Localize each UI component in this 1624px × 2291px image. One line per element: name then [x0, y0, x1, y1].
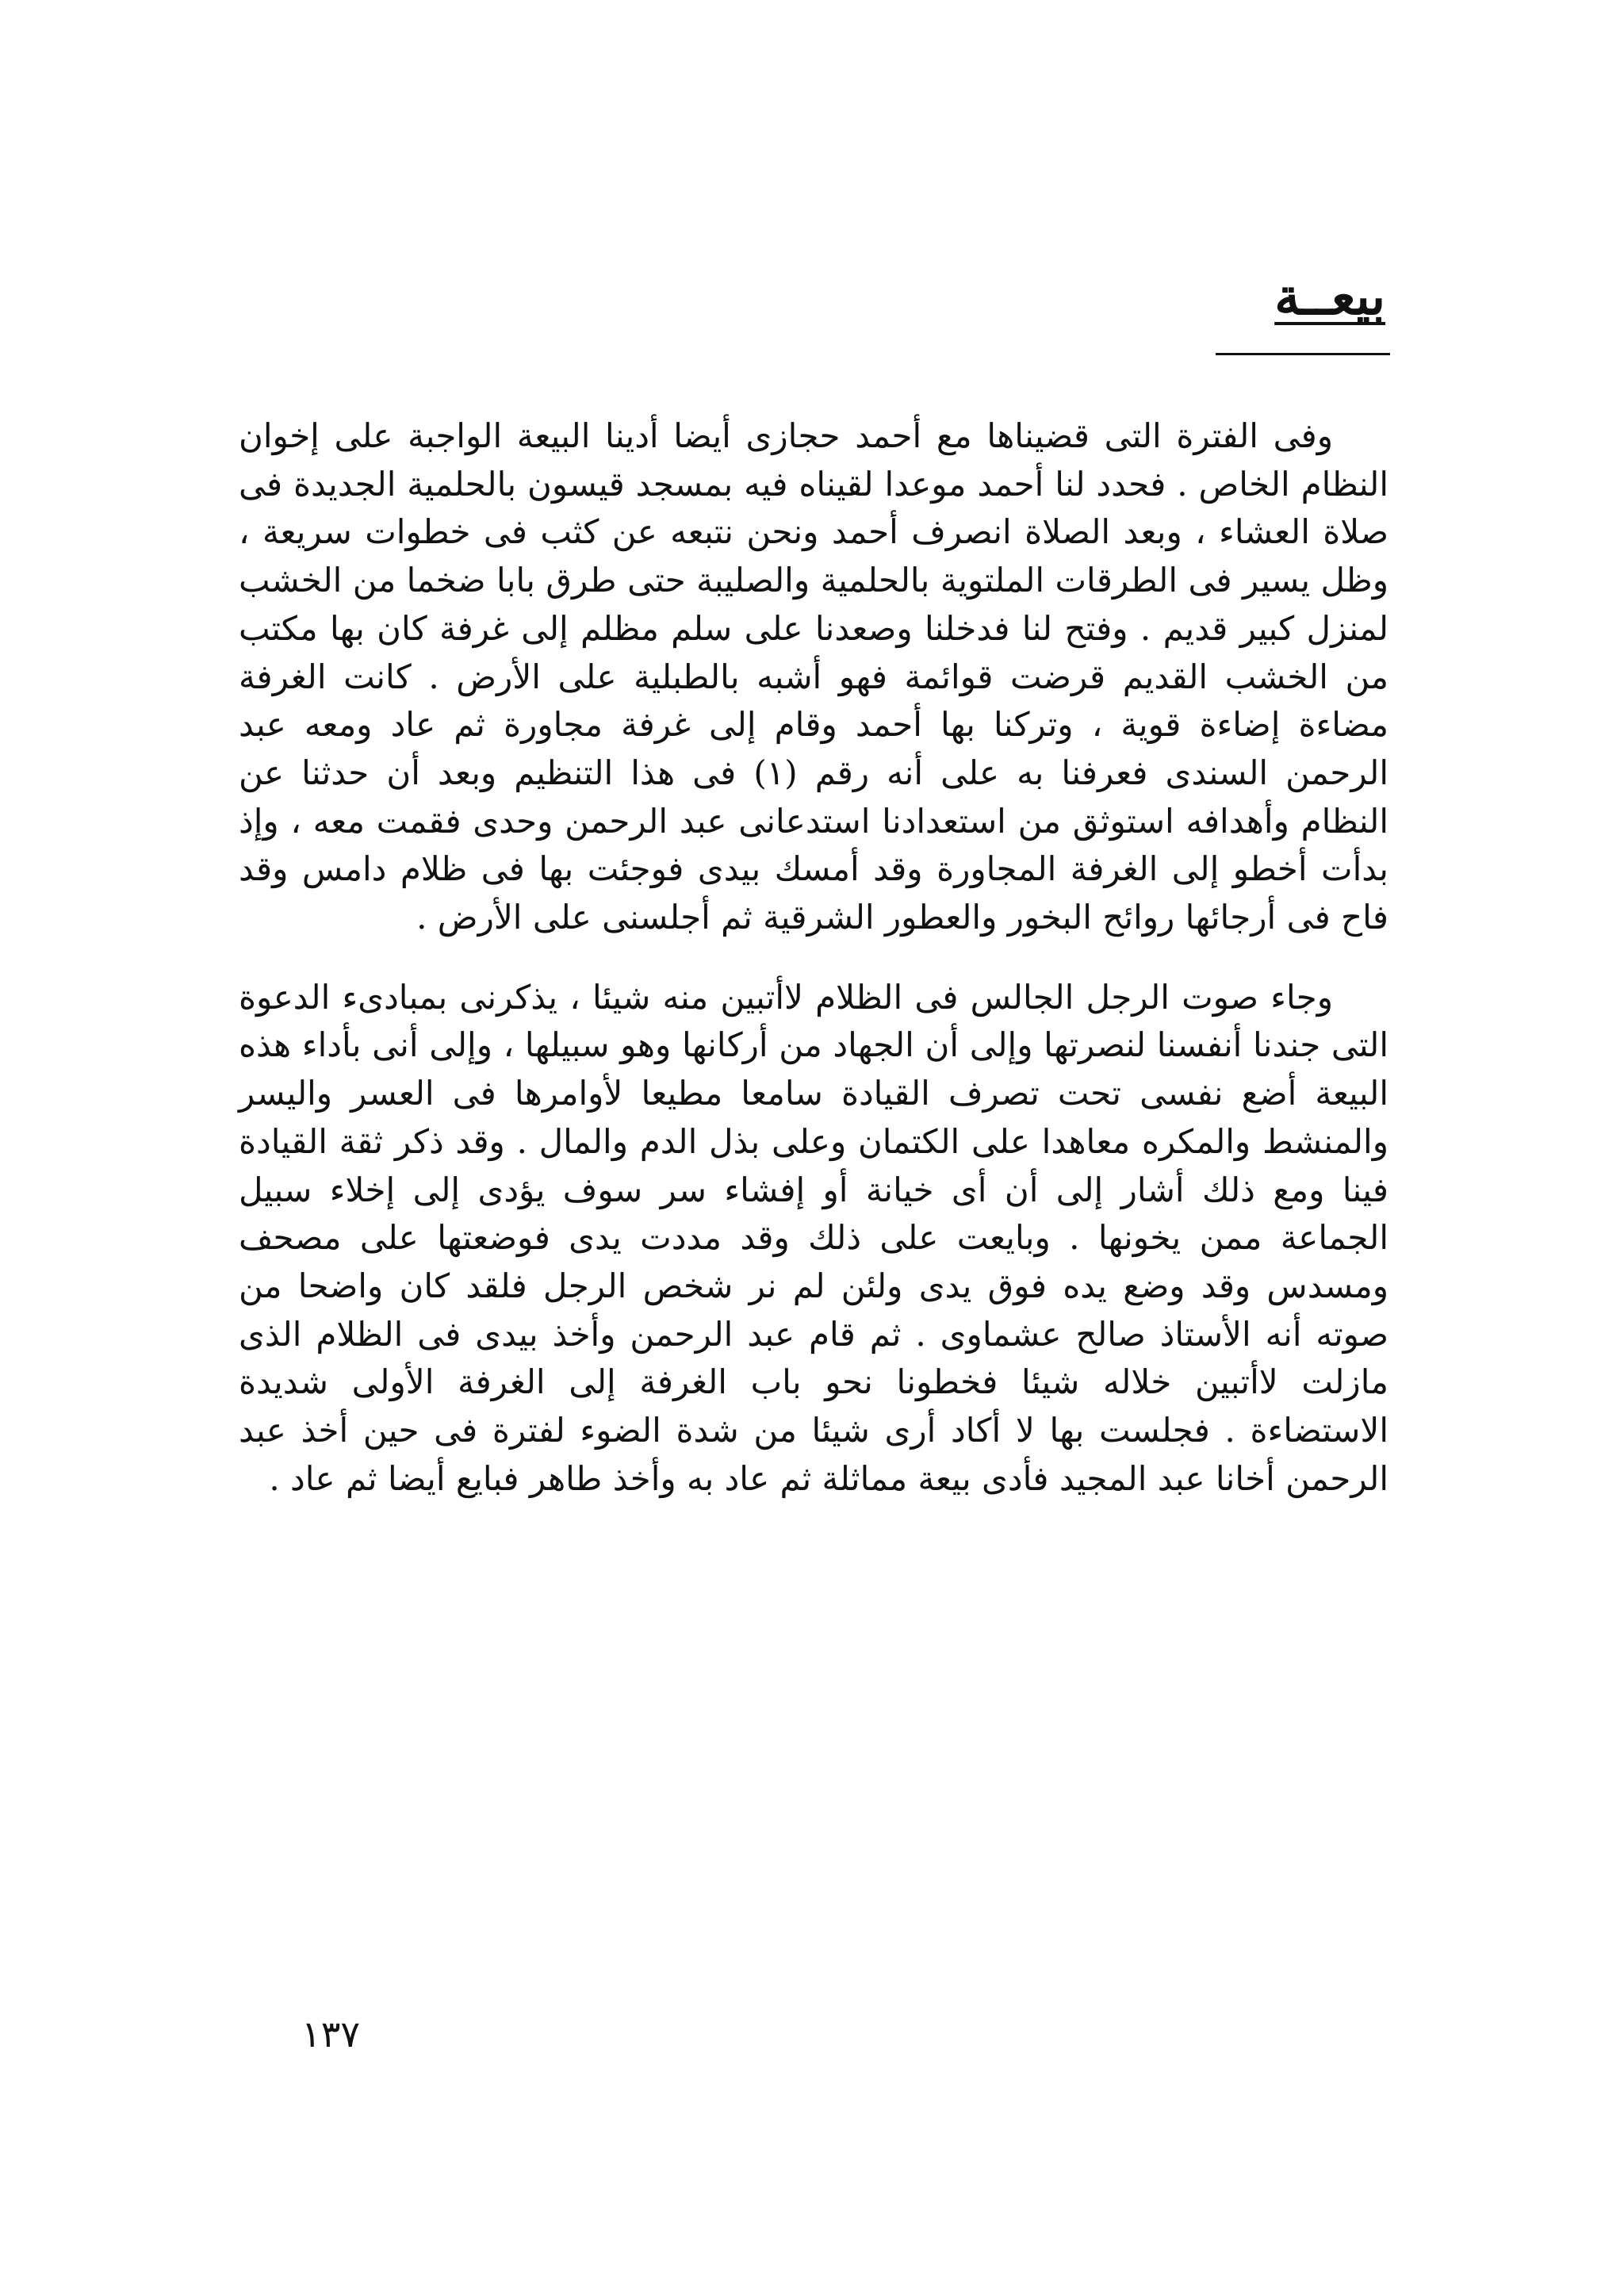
chapter-title: بيعــة: [1274, 267, 1385, 327]
paragraph-2: وجاء صوت الرجل الجالس فى الظلام لاأتبين منه شيئا ، يذكرنى بمبادىء الدعوة التى جندنا أنفسنا لنصرتها وإلى أن الجهاد من أركانها وهو سبيلها ، وإلى أنى بأداء هذه البيعة أضع نفسى تحت تصرف القيادة سامعا مطيعا لأوامرها فى العسر واليسر والمنشط والمكره معاهدا على الكتمان وعلى بذل الدم والمال . وقد ذكر ثقة القيادة فينا ومع ذلك أشار إلى أن أى خيانة أو إفشاء سر سوف يؤدى إلى إخلاء سبيل الجماعة ممن يخونها . وبايعت على ذلك وقد مددت يدى فوضعتها على مصحف ومسدس وقد وضع يده فوق يدى ولئن لم نر شخص الرجل فلقد كان واضحا من صوته أنه الأستاذ صالح عشماوى . ثم قام عبد الرحمن وأخذ بيدى فى الظلام الذى مازلت لاأتبين خلاله شيئا فخطونا نحو باب الغرفة إلى الغرفة الأولى شديدة الاستضاءة . فجلست بها لا أكاد أرى شيئا من شدة الضوء لفترة فى حين أخذ عبد الرحمن أخانا عبد المجيد فأدى بيعة مماثلة ثم عاد به وأخذ طاهر فبايع أيضا ثم عاد .: [239, 977, 1388, 1498]
body-text: [239, 412, 1388, 1503]
page-number: ١٣٧: [301, 2013, 361, 2055]
title-underline-rule: [1216, 353, 1390, 355]
chapter-heading: [1216, 266, 1390, 355]
paragraph-1: وفى الفترة التى قضيناها مع أحمد حجازى أيضا أدينا البيعة الواجبة على إخوان النظام الخاص . فحدد لنا أحمد موعدا لقيناه فيه بمسجد قيسون بالحلمية الجديدة فى صلاة العشاء ، وبعد الصلاة انصرف أحمد ونحن نتبعه عن كثب فى خطوات سريعة ، وظل يسير فى الطرقات الملتوية بالحلمية والصليبة حتى طرق بابا ضخما من الخشب لمنزل كبير قديم . وفتح لنا فدخلنا وصعدنا على سلم مظلم إلى غرفة كان بها مكتب من الخشب القديم قرضت قوائمة فهو أشبه بالطبلية على الأرض . كانت الغرفة مضاءة إضاءة قوية ، وتركنا بها أحمد وقام إلى غرفة مجاورة ثم عاد ومعه عبد الرحمن السندى فعرفنا به على أنه رقم (١) فى هذا التنظيم وبعد أن حدثنا عن النظام وأهدافه استوثق من استعدادنا استدعانى عبد الرحمن وحدى فقمت معه ، وإذ بدأت أخطو إلى الغرفة المجاورة وقد أمسك بيدى فوجئت بها فى ظلام دامس وقد فاح فى أرجائها روائح البخور والعطور الشرقية ثم أجلسنى على الأرض .: [239, 416, 1388, 937]
